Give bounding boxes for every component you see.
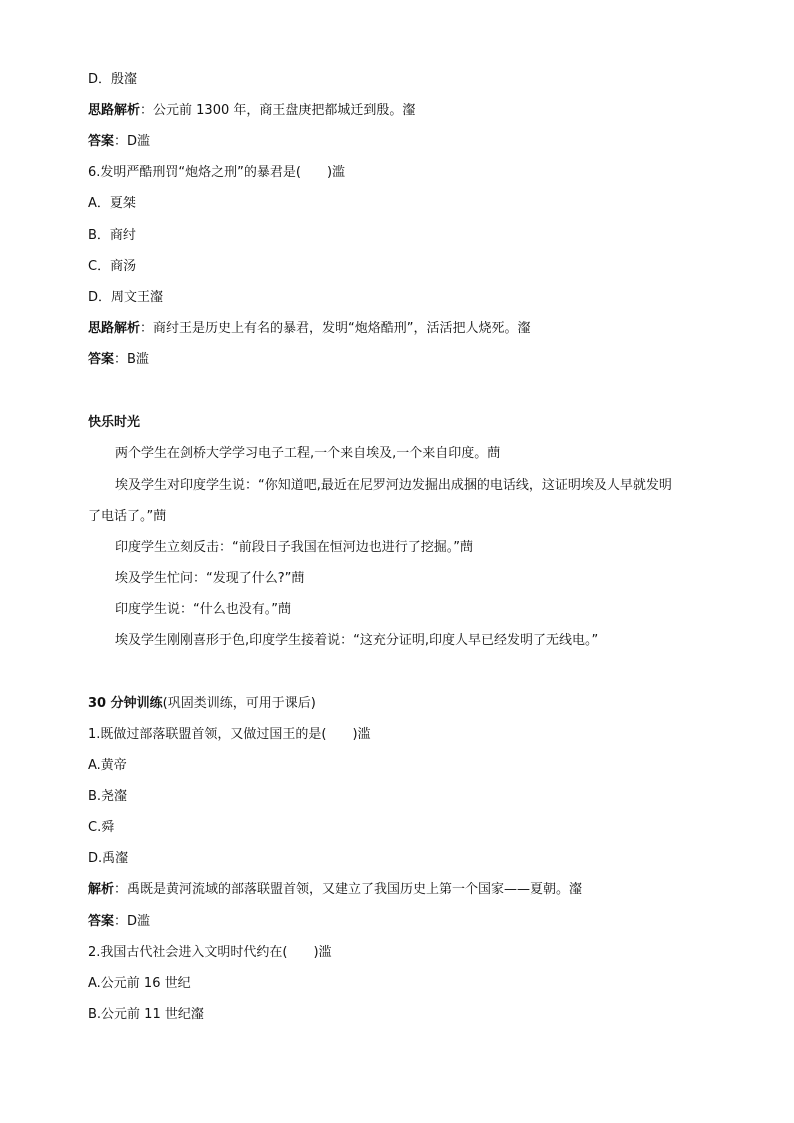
story-paragraph-3: 印度学生立刻反击：“前段日子我国在恒河边也进行了挖掘。”蔄 bbox=[115, 540, 473, 555]
q6-analysis-label: 思路解析 bbox=[88, 321, 141, 336]
analysis bbox=[88, 102, 415, 120]
story-paragraph-6: 埃及学生刚刚喜形于色,印度学生接着说：“这充分证明,印度人早已经发明了无线电。” bbox=[115, 633, 599, 648]
training-subtitle: (巩固类训练，可用于课后) bbox=[162, 696, 316, 711]
t-q1-option-a: A.黄帝 bbox=[88, 758, 127, 773]
analysis-label: 思路解析 bbox=[88, 103, 141, 118]
q6-option-d: D．周文王瀣 bbox=[88, 290, 164, 305]
story-paragraph-1: 两个学生在剑桥大学学习电子工程,一个来自埃及,一个来自印度。蔄 bbox=[115, 446, 501, 461]
t-q1-analysis-label: 解析 bbox=[88, 882, 115, 897]
q6-answer-text: ：B滥 bbox=[114, 352, 149, 367]
story-title: 快乐时光 bbox=[88, 415, 141, 430]
q6-answer-label: 答案 bbox=[88, 352, 115, 367]
t-q1-option-b: B.尧瀣 bbox=[88, 789, 128, 804]
answer-text: ：D滥 bbox=[114, 134, 151, 149]
q6-analysis bbox=[88, 320, 531, 338]
story-paragraph-4: 埃及学生忙问：“发现了什么?”蔄 bbox=[115, 571, 305, 586]
t-q1-option-c: C.舜 bbox=[88, 820, 115, 835]
t-q1-option-d: D.禹瀣 bbox=[88, 851, 129, 866]
t-question-1: 1.既做过部落联盟首领，又做过国王的是( )滥 bbox=[88, 727, 371, 742]
training-heading bbox=[88, 695, 316, 713]
story-paragraph-5: 印度学生说：“什么也没有。”蔄 bbox=[115, 602, 291, 617]
t-q1-answer-label: 答案 bbox=[88, 914, 115, 929]
training-title: 30 分钟训练 bbox=[88, 696, 163, 711]
q6-analysis-text: ：商纣王是历史上有名的暴君，发明“炮烙酷刑”，活活把人烧死。瀣 bbox=[140, 321, 531, 336]
q6-option-c: C．商汤 bbox=[88, 259, 137, 274]
t-q2-option-b: B.公元前 11 世纪瀣 bbox=[88, 1007, 204, 1022]
story-paragraph-2-cont: 了电话了。”蔄 bbox=[88, 509, 167, 524]
question-6: 6.发明严酷刑罚“炮烙之刑”的暴君是( )滥 bbox=[88, 165, 346, 180]
story-paragraph-2: 埃及学生对印度学生说：“你知道吧,最近在尼罗河边发掘出成捆的电话线，这证明埃及人早就发明 bbox=[115, 478, 672, 493]
option-d: D．殷瀣 bbox=[88, 72, 138, 87]
answer bbox=[88, 133, 150, 151]
q6-option-b: B．商纣 bbox=[88, 228, 136, 243]
t-q1-answer-text: ：D滥 bbox=[114, 914, 151, 929]
q6-option-a: A．夏桀 bbox=[88, 196, 136, 211]
t-question-2: 2.我国古代社会进入文明时代约在( )滥 bbox=[88, 945, 332, 960]
answer-label: 答案 bbox=[88, 134, 115, 149]
t-q1-answer bbox=[88, 913, 150, 931]
t-q1-analysis bbox=[88, 881, 582, 899]
q6-answer bbox=[88, 351, 149, 369]
t-q2-option-a: A.公元前 16 世纪 bbox=[88, 976, 191, 991]
analysis-text: ：公元前 1300 年，商王盘庚把都城迁到殷。瀣 bbox=[140, 103, 416, 118]
t-q1-analysis-text: ：禹既是黄河流域的部落联盟首领，又建立了我国历史上第一个国家——夏朝。瀣 bbox=[114, 882, 583, 897]
